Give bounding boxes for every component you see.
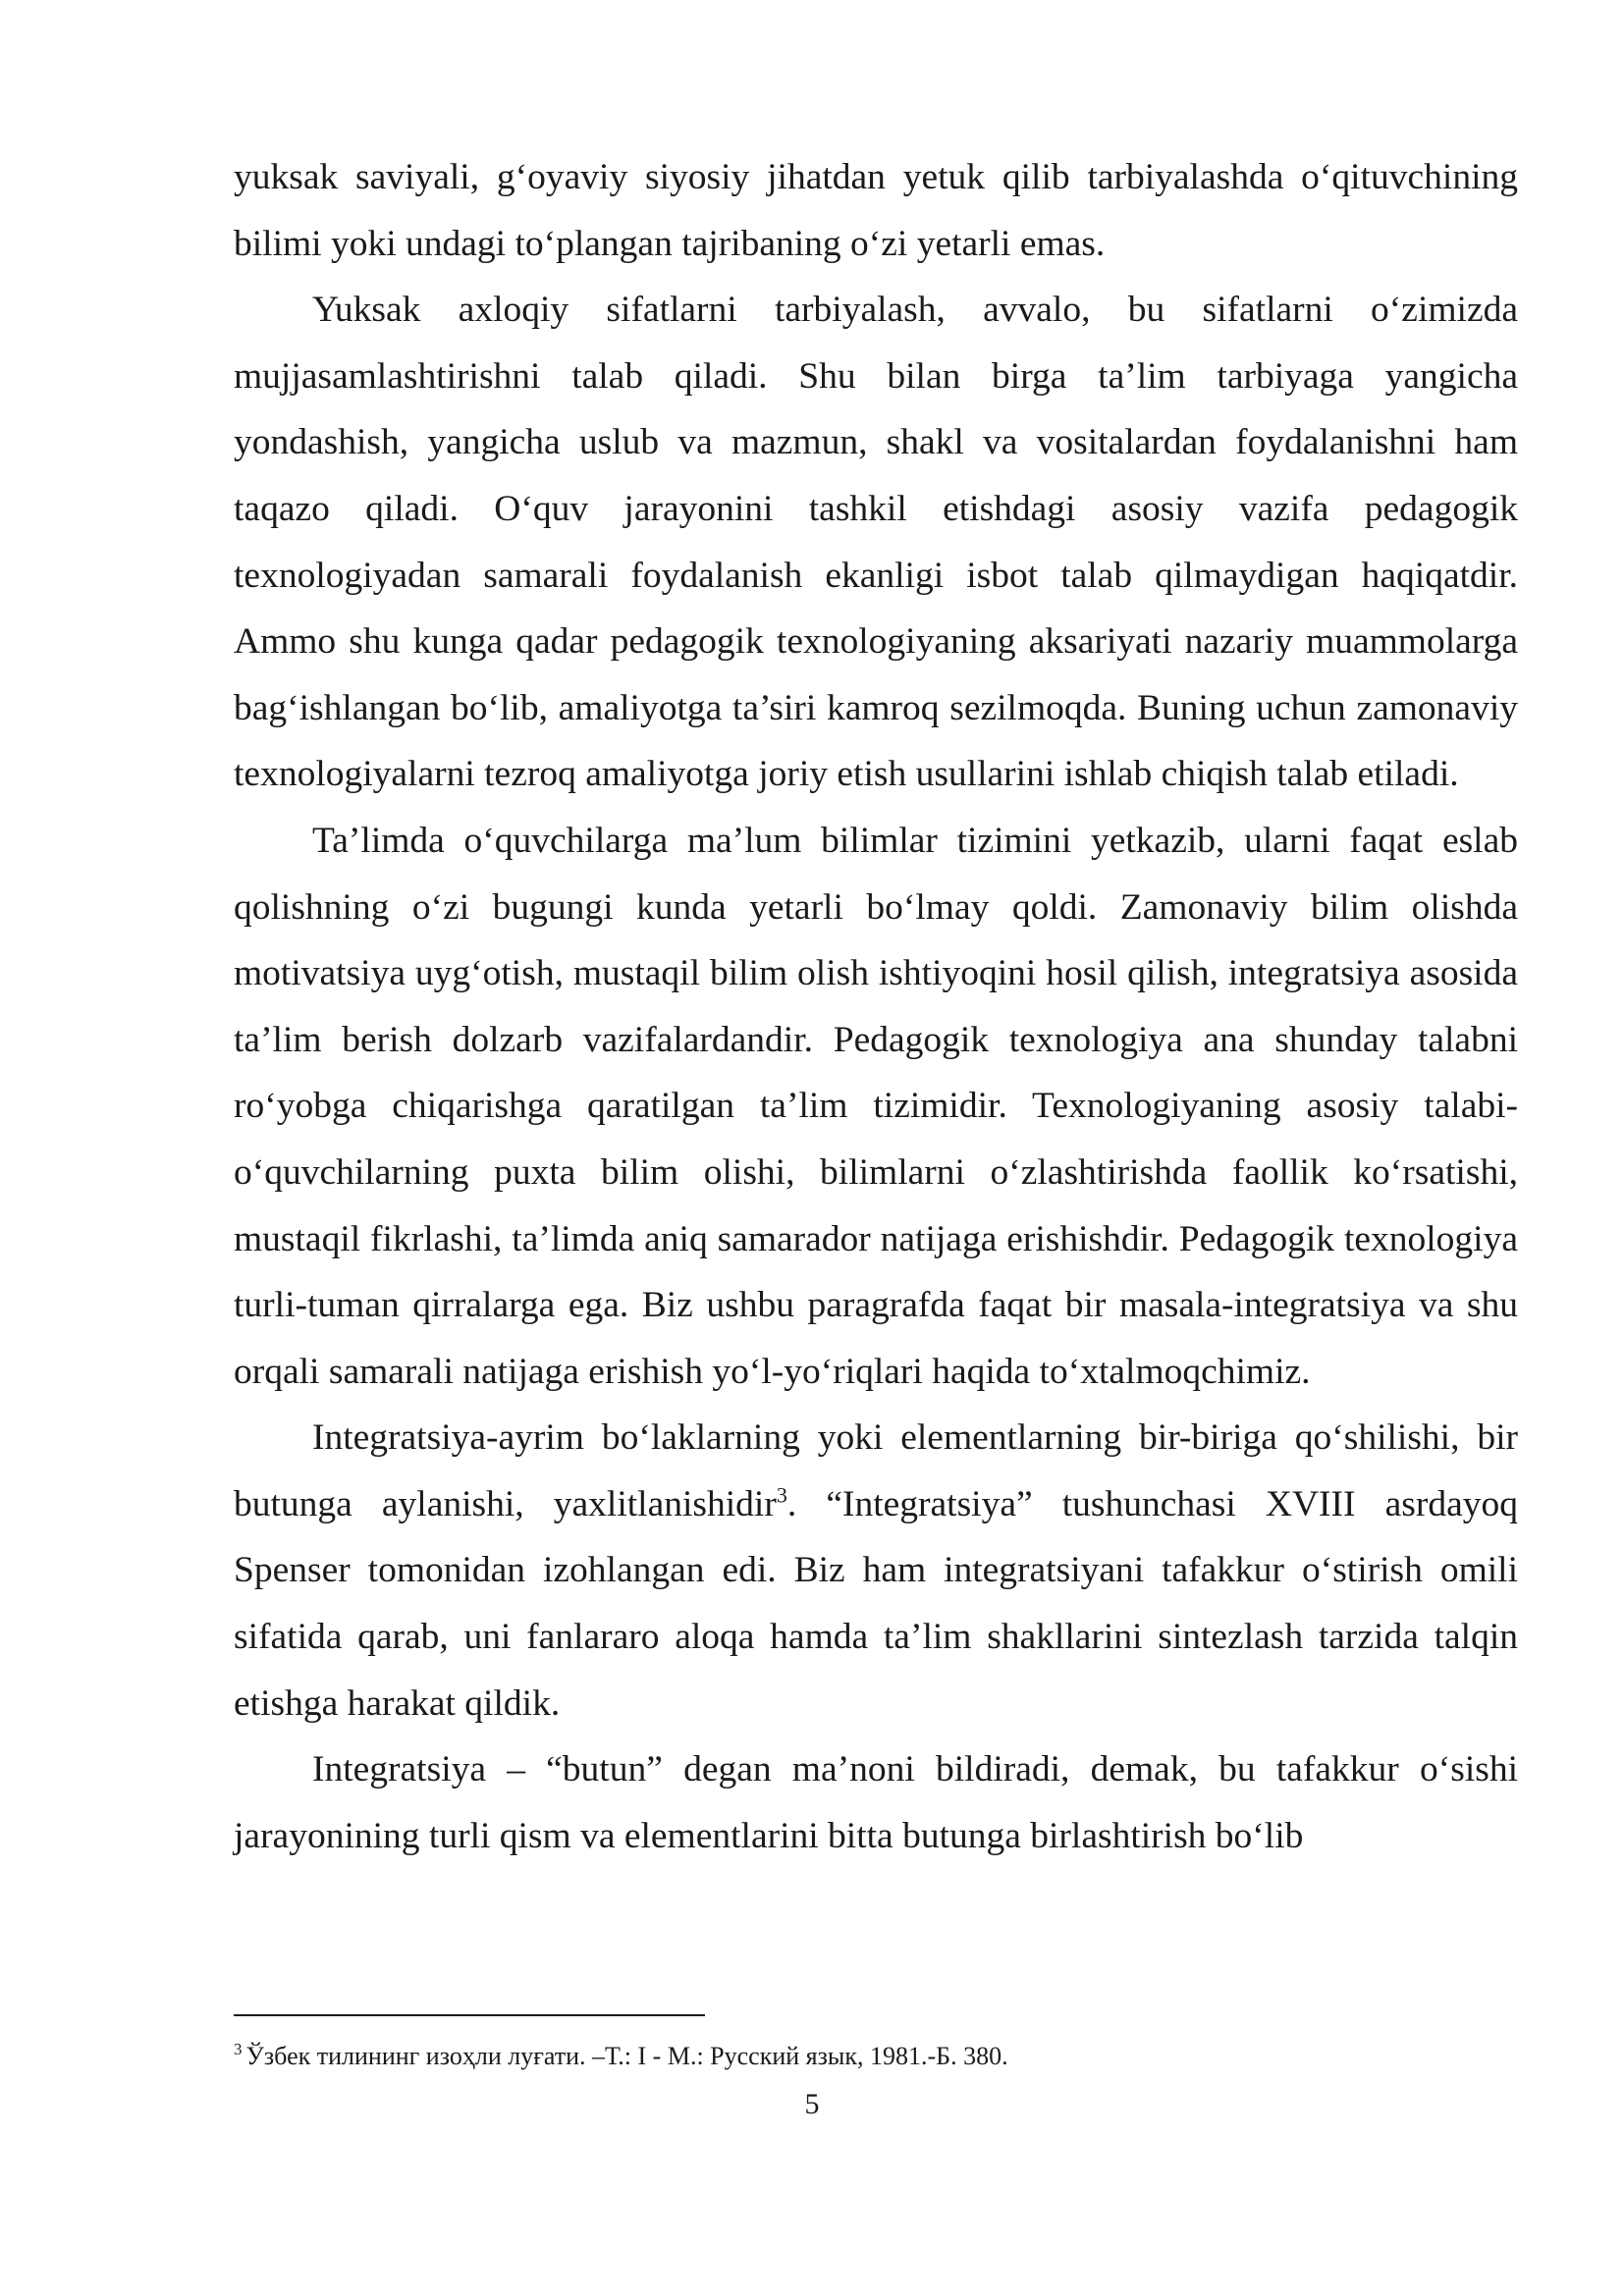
paragraph-continuation: yuksak saviyali, g‘oyaviy siyosiy jihatdan yetuk qilib tarbiyalashda o‘qituvchining bilimi yoki undagi to‘plangan tajribaning o‘zi yetarli emas. [234, 157, 1518, 264]
footnote-reference[interactable]: 3 [776, 1482, 787, 1508]
footnote [234, 2040, 1518, 2073]
paragraph-moral-qualities: Yuksak axloqiy sifatlarni tarbiyalash, avvalo, bu sifatlarni o‘zimizda mujjasamlashtirishni talab qiladi. Shu bilan birga ta’lim tarbiyaga yangicha yondashish, yangicha uslub va mazmun, shakl va vositalardan foydalanishni ham taqazo qiladi. O‘quv jarayonini tashkil etishdagi asosiy vazifa pedagogik texnologiyadan samarali foydalanish ekanligi isbot talab qilmaydigan haqiqatdir. Ammo shu kunga qadar pedagogik texnologiyaning aksariyati nazariy muammolarga bag‘ishlangan bo‘lib, amaliyotga ta’siri kamroq sezilmoqda. Buning uchun zamonaviy texnologiyalarni tezroq amaliyotga joriy etish usullarini ishlab chiqish talab etiladi. [234, 290, 1518, 795]
page-number: 5 [804, 2088, 820, 2120]
footnote-number: 3 [234, 2040, 243, 2059]
footnote-separator [234, 2014, 705, 2016]
paragraph-text-before-ref: Integratsiya-ayrim bo‘laklarning yoki elementlarning bir-biriga qo‘shilishi, bir butunga aylanishi, yaxlitlanishidir [234, 1417, 1518, 1524]
footnote-text: Ўзбек тилининг изоҳли луғати. –Т.: I - М.: Русский язык, 1981.-Б. 380. [245, 2042, 1008, 2070]
paragraph-pedagogical-technology: Ta’limda o‘quvchilarga ma’lum bilimlar tizimini yetkazib, ularni faqat eslab qolishning o‘zi bugungi kunda yetarli bo‘lmay qoldi. Zamonaviy bilim olishda motivatsiya uyg‘otish, mustaqil bilim olish ishtiyoqini hosil qilish, integratsiya asosida ta’lim berish dolzarb vazifalardandir. Pedagogik texnologiya ana shunday talabni ro‘yobga chiqarishga qaratilgan ta’lim tizimidir. Texnologiyaning asosiy talabi-o‘quvchilarning puxta bilim olishi, bilimlarni o‘zlashtirishda faollik ko‘rsatishi, mustaqil fikrlashi, ta’limda aniq samarador natijaga erishishdir. Pedagogik texnologiya turli-tuman qirralarga ega. Biz ushbu paragrafda faqat bir masala-integratsiya va shu orqali samarali natijaga erishish yo‘l-yo‘riqlari haqida to‘xtalmoqchimiz. [234, 820, 1518, 1392]
paragraph-text-after-ref: . “Integratsiya” tushunchasi XVIII asrdayoq Spenser tomonidan izohlangan edi. Biz ham integratsiyani tafakkur o‘stirish omili sifatida qarab, uni fanlararo aloqa hamda ta’lim shakllarini sintezlash tarzida talqin etishga harakat qildik. [234, 1483, 1518, 1724]
paragraph-integration-meaning: Integratsiya – “butun” degan ma’noni bildiradi, demak, bu tafakkur o‘sishi jarayonining turli qism va elementlarini bitta butunga birlashtirish bo‘lib [234, 1749, 1518, 1856]
paragraph-integration-definition [234, 1405, 1518, 1736]
body-text [234, 144, 1518, 1869]
